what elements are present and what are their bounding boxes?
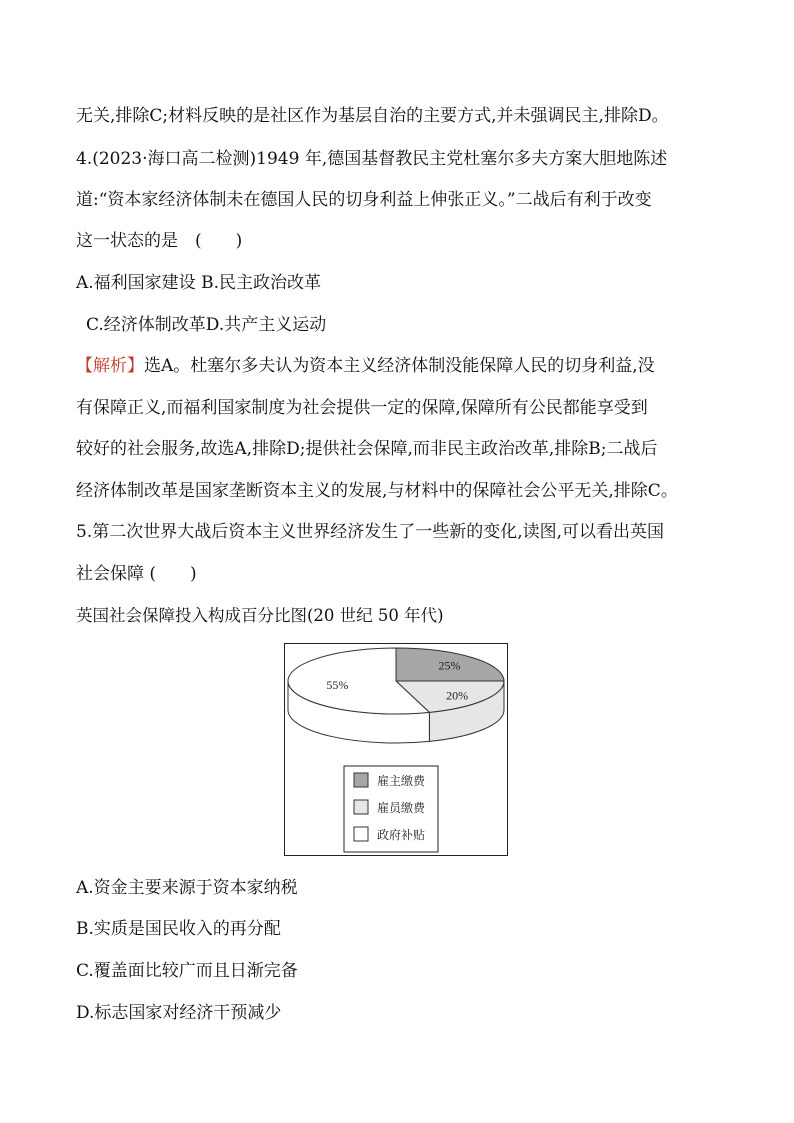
analysis-line-1 [76,354,655,378]
legend-label-0: 雇主缴费 [377,774,426,788]
analysis-tag: 【解析】 [76,356,144,376]
option-c: C.覆盖面比较广而且日渐完备 [76,961,298,981]
legend [354,773,426,842]
legend-swatch-2 [354,827,368,841]
slice-label-2: 55% [326,677,349,692]
chart-caption: 英国社会保障投入构成百分比图(20 世纪 50 年代) [76,606,444,625]
pie-chart [284,643,508,856]
legend-label-2: 政府补贴 [377,828,426,842]
question-4-stem-1: 4.(2023·海口高二检测)1949 年,德国基督教民主党杜塞尔多夫方案大胆地陈述 [76,149,668,169]
option-d: D.标志国家对经济干预减少 [76,1003,282,1023]
analysis-line-2: 有保障正义,而福利国家制度为社会提供一定的保障,保障所有公民都能享受到 [76,398,648,418]
analysis-text-1: 选A。杜塞尔多夫认为资本主义经济体制没能保障人民的切身利益,没 [144,356,655,376]
legend-label-1: 雇员缴费 [377,801,426,815]
question-4-stem-3: 这一状态的是 ( ) [76,231,243,251]
question-4-options-ab: A.福利国家建设 B.民主政治改革 [76,273,321,293]
legend-swatch-0 [354,773,368,787]
legend-swatch-1 [354,800,368,814]
option-b: B.实质是国民收入的再分配 [76,919,281,939]
slice-label-0: 25% [438,658,461,673]
question-5-stem-2: 社会保障 ( ) [76,564,197,584]
analysis-line-3: 较好的社会服务,故选A,排除D;提供社会保障,而非民主政治改革,排除B;二战后 [76,439,658,459]
option-a: A.资金主要来源于资本家纳税 [76,878,298,898]
slice-label-1: 20% [446,688,469,703]
analysis-line-4: 经济体制改革是国家垄断资本主义的发展,与材料中的保障社会公平无关,排除C。 [76,481,678,501]
question-4-stem-2: 道:“资本家经济体制未在德国人民的切身利益上伸张正义。”二战后有利于改变 [76,190,652,210]
question-5-stem-1: 5.第二次世界大战后资本主义世界经济发生了一些新的变化,读图,可以看出英国 [76,522,665,542]
pie-body [288,648,504,743]
question-4-options-cd: C.经济体制改革D.共产主义运动 [86,315,327,335]
text-line-1: 无关,排除C;材料反映的是社区作为基层自治的主要方式,并未强调民主,排除D。 [76,106,669,126]
